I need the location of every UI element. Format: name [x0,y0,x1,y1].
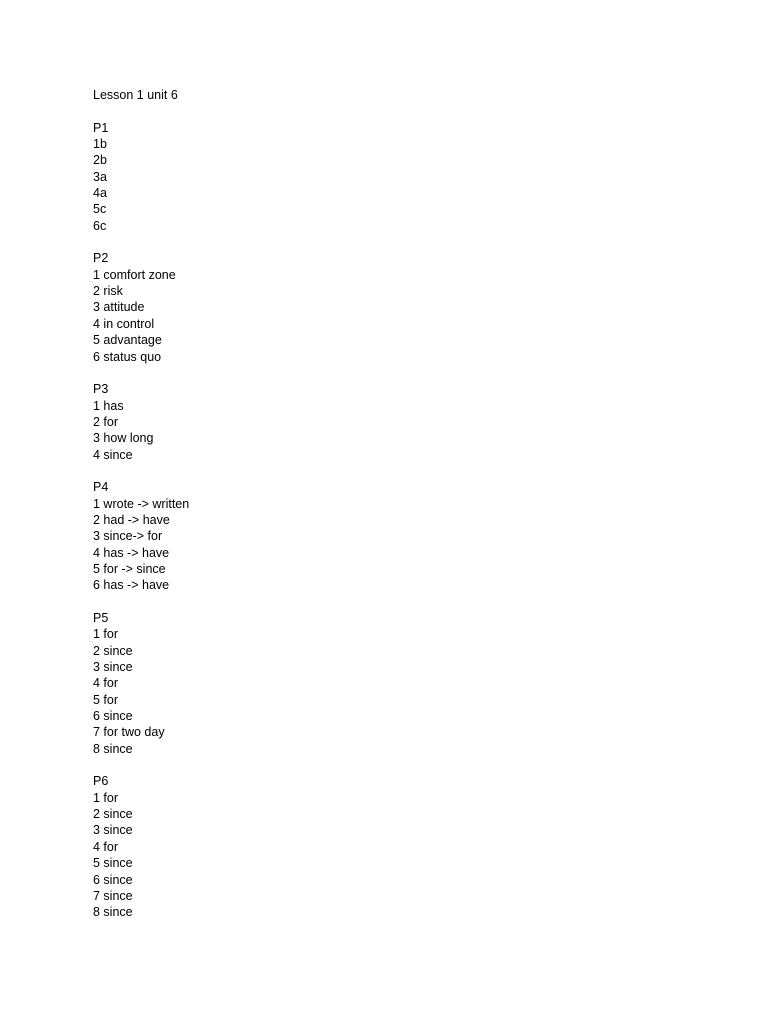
answer-line: 7 for two day [93,725,165,740]
section-heading: P3 [93,382,109,397]
section-p5 [93,610,693,757]
answer-line: 4a [93,186,107,201]
answer-line: 1 has [93,398,124,413]
answer-line: 5 for [93,692,119,707]
answer-line: 6 since [93,872,133,887]
answer-line: 5 for -> since [93,561,166,576]
answer-line: 8 since [93,905,133,920]
answer-line: 2 for [93,414,119,429]
answer-line: 4 has -> have [93,545,170,560]
answer-line: 6c [93,218,107,233]
answer-line: 4 for [93,839,119,854]
section-p3 [93,381,693,463]
answer-line: 6 status quo [93,349,162,364]
answer-line: 2b [93,153,107,168]
section-p2 [93,250,693,364]
answer-line: 3 since [93,660,133,675]
answer-line: 6 has -> have [93,578,170,593]
answer-line: 1 for [93,627,119,642]
document-title: Lesson 1 unit 6 [93,88,178,102]
answer-line: 5 advantage [93,333,162,348]
section-heading: P6 [93,774,109,789]
answer-line: 4 in control [93,316,155,331]
answer-line: 3 since [93,823,133,838]
section-p1 [93,120,693,234]
answer-line: 5 since [93,856,133,871]
section-p6 [93,773,693,920]
answer-line: 3 since-> for [93,529,163,544]
answer-line: 1 wrote -> written [93,496,190,511]
answer-line: 2 since [93,643,133,658]
section-p4 [93,479,693,593]
answer-line: 5c [93,202,107,217]
answer-line: 3 how long [93,431,154,446]
answer-line: 2 risk [93,284,123,299]
answer-line: 2 since [93,807,133,822]
answer-line: 7 since [93,888,133,903]
answer-line: 1 for [93,790,119,805]
section-heading: P2 [93,251,109,266]
answer-line: 1b [93,137,107,152]
document-body [93,87,693,921]
answer-line: 8 since [93,741,133,756]
answer-line: 2 had -> have [93,512,170,527]
section-heading: P4 [93,480,109,495]
answer-line: 4 since [93,447,133,462]
section-heading: P1 [93,120,109,135]
answer-line: 3 attitude [93,300,145,315]
answer-line: 3a [93,169,107,184]
section-heading: P5 [93,611,109,625]
answer-line: 4 for [93,676,119,691]
answer-line: 1 comfort zone [93,267,176,282]
answer-line: 6 since [93,709,133,724]
